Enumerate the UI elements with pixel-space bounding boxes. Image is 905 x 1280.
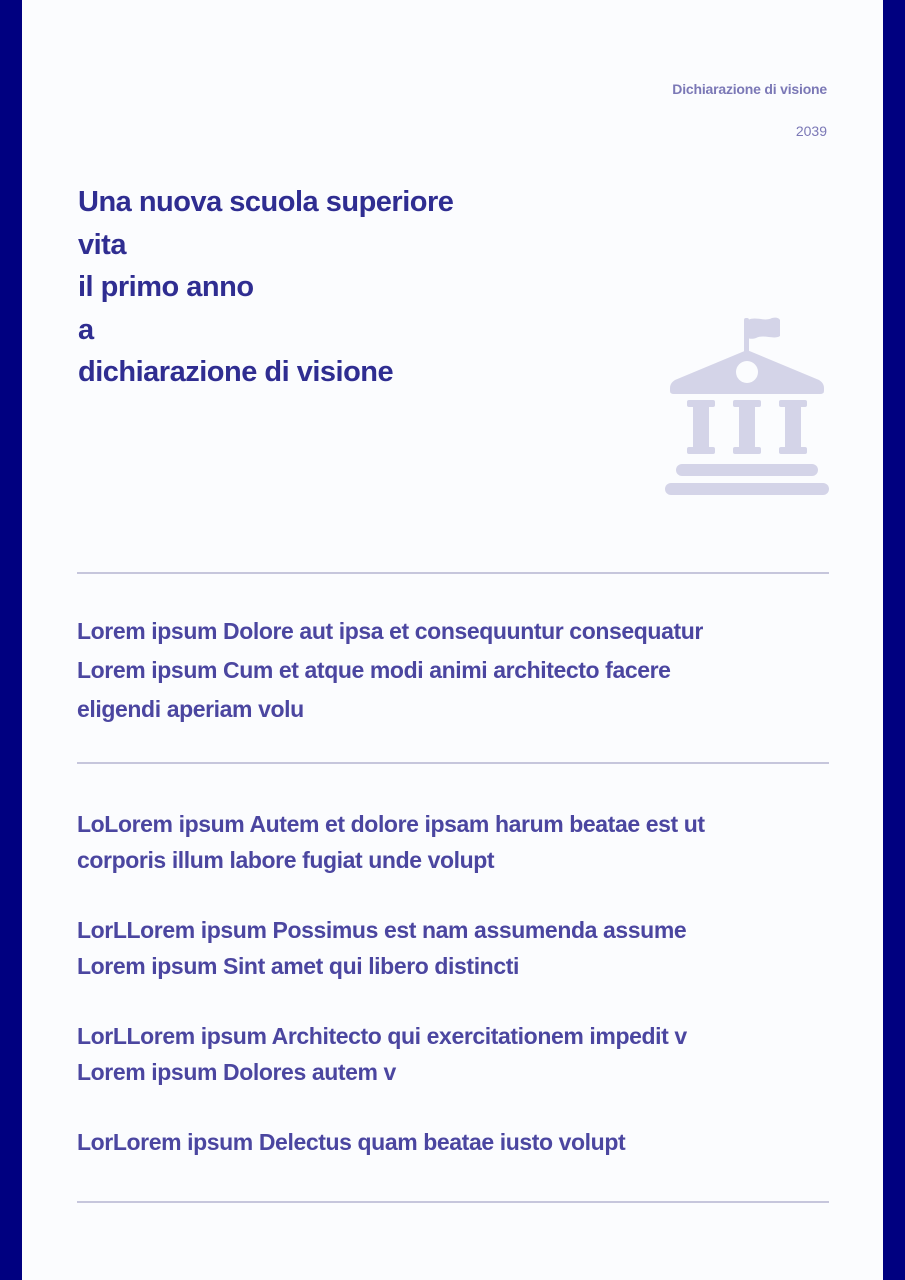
title-line: il primo anno xyxy=(78,271,254,304)
intro-paragraph xyxy=(77,612,837,729)
divider xyxy=(77,572,829,574)
document-year: 2039 xyxy=(795,123,827,139)
intro-line: eligendi aperiam volu xyxy=(77,696,304,722)
page-title xyxy=(78,181,618,394)
intro-line: Lorem ipsum Cum et atque modi animi architecto facere xyxy=(77,657,671,683)
document-page xyxy=(22,0,883,1280)
point-line: corporis illum labore fugiat unde volupt xyxy=(77,847,495,873)
point-line: LorLLorem ipsum Possimus est nam assumenda assume xyxy=(77,917,687,943)
divider xyxy=(77,1201,829,1203)
point-line: Lorem ipsum Sint amet qui libero distincti xyxy=(77,953,519,979)
title-line: a xyxy=(78,313,94,346)
vision-points-list xyxy=(77,806,847,1194)
point-line: LorLorem ipsum Delectus quam beatae iusto volupt xyxy=(77,1129,626,1155)
divider xyxy=(77,762,829,764)
vision-point xyxy=(77,912,847,984)
vision-point xyxy=(77,1018,847,1090)
school-building-icon xyxy=(664,314,830,497)
intro-line: Lorem ipsum Dolore aut ipsa et consequuntur consequatur xyxy=(77,618,703,644)
point-line: Lorem ipsum Dolores autem v xyxy=(77,1059,396,1085)
point-line: LoLorem ipsum Autem et dolore ipsam harum beatae est ut xyxy=(77,811,705,837)
point-line: LorLLorem ipsum Architecto qui exercitationem impedit v xyxy=(77,1023,687,1049)
title-line: vita xyxy=(78,228,126,261)
document-type-label: Dichiarazione di visione xyxy=(672,81,827,97)
vision-point xyxy=(77,806,847,878)
title-line: Una nuova scuola superiore xyxy=(78,186,454,218)
title-line: dichiarazione di visione xyxy=(78,356,394,389)
vision-point xyxy=(77,1124,847,1160)
